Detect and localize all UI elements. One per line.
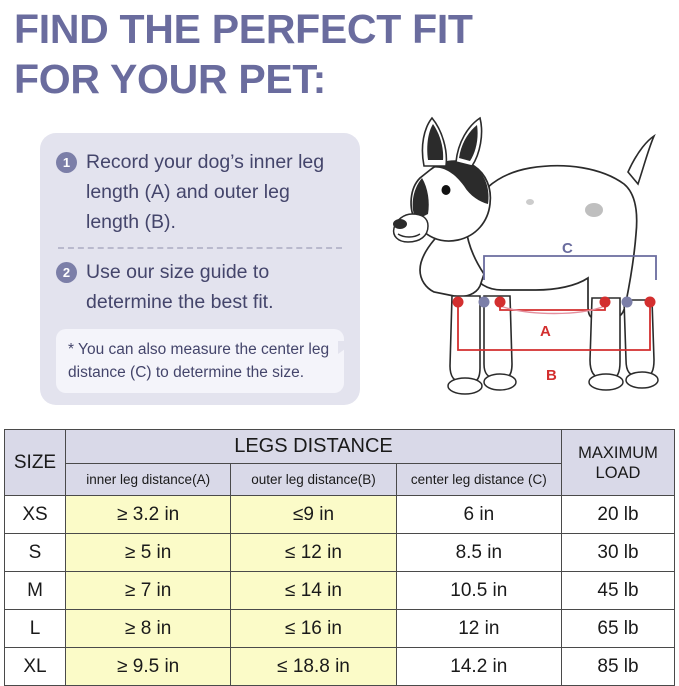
cell-outer: ≤9 in <box>231 496 396 534</box>
cell-center: 8.5 in <box>396 534 561 572</box>
cell-load: 65 lb <box>562 610 675 648</box>
cell-outer: ≤ 12 in <box>231 534 396 572</box>
step-2-number: 2 <box>56 262 77 283</box>
dog-diagram <box>380 110 675 425</box>
page-title-line1: FIND THE PERFECT FIT <box>14 6 473 52</box>
cell-center: 14.2 in <box>396 648 561 686</box>
table-row <box>5 648 675 686</box>
table-row <box>5 496 675 534</box>
cell-outer: ≤ 18.8 in <box>231 648 396 686</box>
page-title-line2: FOR YOUR PET: <box>14 56 326 102</box>
size-chart-table <box>4 429 675 686</box>
measurement-note: * You can also measure the center leg distance (C) to determine the size. <box>56 329 344 393</box>
cell-load: 85 lb <box>562 648 675 686</box>
label-outer-leg-b: B <box>546 367 557 384</box>
instructions-card <box>40 133 360 405</box>
cell-size: XL <box>5 648 66 686</box>
header-center-leg: center leg distance (C) <box>396 464 561 496</box>
header-maximum-load-line2: LOAD <box>595 463 641 482</box>
cell-outer: ≤ 16 in <box>231 610 396 648</box>
step-2-text: Use our size guide to determine the best fit. <box>86 261 274 313</box>
cell-center: 10.5 in <box>396 572 561 610</box>
table-row <box>5 534 675 572</box>
cell-load: 30 lb <box>562 534 675 572</box>
step-1-text: Record your dog’s inner leg length (A) and outer leg length (B). <box>86 151 325 233</box>
cell-size: L <box>5 610 66 648</box>
cell-size: XS <box>5 496 66 534</box>
cell-outer: ≤ 14 in <box>231 572 396 610</box>
cell-center: 6 in <box>396 496 561 534</box>
instruction-step-2 <box>56 257 344 317</box>
cell-load: 45 lb <box>562 572 675 610</box>
header-size: SIZE <box>5 430 66 496</box>
instruction-step-1 <box>56 147 344 237</box>
table-header-row-1 <box>5 430 675 464</box>
header-legs-distance: LEGS DISTANCE <box>66 430 562 464</box>
cell-inner: ≥ 3.2 in <box>66 496 231 534</box>
cell-inner: ≥ 9.5 in <box>66 648 231 686</box>
header-maximum-load-line1: MAXIMUM <box>578 443 658 462</box>
label-inner-leg-a: A <box>540 323 551 340</box>
cell-size: S <box>5 534 66 572</box>
header-outer-leg: outer leg distance(B) <box>231 464 396 496</box>
table-row <box>5 572 675 610</box>
header-maximum-load <box>562 430 675 496</box>
cell-center: 12 in <box>396 610 561 648</box>
cell-load: 20 lb <box>562 496 675 534</box>
dog-illustration-icon <box>380 110 675 425</box>
cell-inner: ≥ 8 in <box>66 610 231 648</box>
cell-inner: ≥ 5 in <box>66 534 231 572</box>
card-divider <box>58 247 342 249</box>
step-1-number: 1 <box>56 152 77 173</box>
header-inner-leg: inner leg distance(A) <box>66 464 231 496</box>
cell-inner: ≥ 7 in <box>66 572 231 610</box>
table-row <box>5 610 675 648</box>
label-center-leg-c: C <box>562 240 573 257</box>
page-title <box>14 4 654 104</box>
cell-size: M <box>5 572 66 610</box>
